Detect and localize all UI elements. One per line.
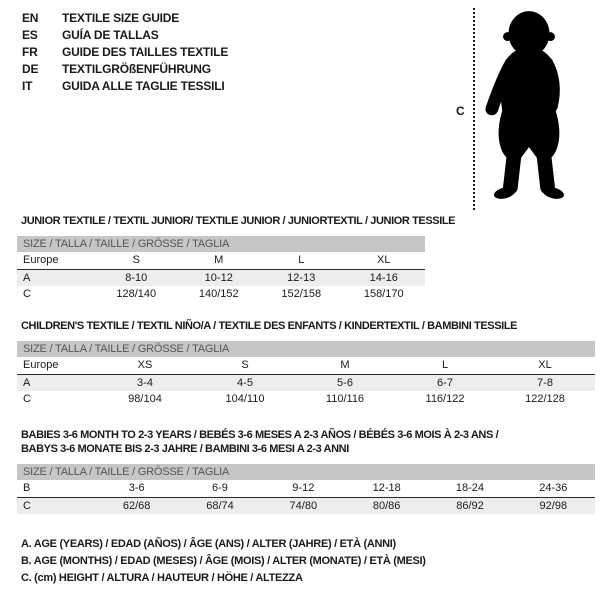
language-label: GUIDE DES TAILLES TEXTILE [62,45,229,59]
language-label: GUIDA ALLE TAGLIE TESSILI [62,79,225,93]
legend-line: B. AGE (MONTHS) / EDAD (MESES) / ÂGE (MOIS) / ALTER (MONATE) / ETÀ (MESI) [21,555,426,567]
height-measure-dotted-line [473,8,475,210]
size-value: 116/122 [425,393,465,405]
table-row [17,480,595,498]
size-value: 14-16 [369,272,398,284]
row-label: C [23,393,31,405]
size-value: 86/92 [456,500,484,512]
size-value: 24-36 [539,482,568,494]
size-value: 158/170 [363,288,404,300]
size-table-section [17,214,456,302]
size-header-bar: SIZE / TALLA / TAILLE / GRÖSSE / TAGLIA [17,341,595,357]
size-value: 80/86 [372,500,401,512]
table-title-line: BABYS 3-6 MONATE BIS 2-3 JAHRE / BAMBINI 3-6 MESI A 2-3 ANNI [21,443,349,455]
table-title-line: CHILDREN'S TEXTILE / TEXTIL NIÑO/A / TEXTILE DES ENFANTS / KINDERTEXTIL / BAMBINI TESSILE [21,320,518,332]
language-label: GUÍA DE TALLAS [62,28,159,42]
measurement-legend [21,536,426,587]
size-value: 9-12 [292,482,315,494]
size-value: 104/110 [225,393,265,405]
size-value: 12-18 [372,482,401,494]
size-value: 110/116 [325,393,365,405]
language-row [22,44,228,61]
size-value: 74/80 [289,500,318,512]
size-value: 10-12 [204,272,233,284]
row-label: Europe [23,254,59,266]
table-row [17,375,595,391]
table-title-line: JUNIOR TEXTILE / TEXTIL JUNIOR/ TEXTILE JUNIOR / JUNIORTEXTIL / JUNIOR TESSILE [21,215,456,227]
height-measure-label: C [456,104,465,118]
language-code: EN [22,11,39,25]
baby-silhouette-icon [484,6,572,206]
size-value: 5-6 [337,377,353,389]
size-value: 92/98 [539,500,568,512]
table-row [17,498,595,514]
size-value: 6-7 [437,377,453,389]
size-header-bar: SIZE / TALLA / TAILLE / GRÖSSE / TAGLIA [17,464,595,480]
size-value: 62/68 [122,500,151,512]
size-value: XL [377,254,391,266]
table-row [17,286,425,302]
size-value: M [214,254,224,266]
size-value: 122/128 [525,393,565,405]
language-code: IT [22,79,33,93]
size-value: 68/74 [206,500,234,512]
row-label: A [23,377,31,389]
language-code: DE [22,62,39,76]
row-label: C [23,288,31,300]
table-title-line: BABIES 3-6 MONTH TO 2-3 YEARS / BEBÉS 3-6 MESES A 2-3 AÑOS / BÉBÉS 3-6 MOIS À 2-3 ANS / [21,429,499,441]
table-title [21,319,595,333]
size-value: 3-6 [128,482,145,494]
legend-line: A. AGE (YEARS) / EDAD (AÑOS) / ÂGE (ANS) / ALTER (JAHRE) / ETÀ (ANNI) [21,538,396,550]
language-row [22,78,228,95]
language-code: ES [22,28,38,42]
size-value: 4-5 [237,377,253,389]
size-value: L [441,359,449,371]
language-label: TEXTILGRÖßENFÜHRUNG [62,62,211,76]
size-value: 152/158 [281,288,322,300]
size-table-section [17,428,595,514]
size-value: S [241,359,249,371]
table-row [17,357,595,375]
size-value: 3-4 [137,377,153,389]
size-value: 12-13 [287,272,316,284]
size-value: M [340,359,350,371]
size-header-bar: SIZE / TALLA / TAILLE / GRÖSSE / TAGLIA [17,236,425,252]
language-row [22,27,228,44]
language-code: FR [22,45,38,59]
table-title [21,428,595,456]
size-value: 128/140 [116,288,157,300]
size-value: 8-10 [125,272,148,284]
row-label: Europe [23,359,59,371]
language-label: TEXTILE SIZE GUIDE [62,11,180,25]
table-row [17,270,425,286]
row-label: C [23,500,31,512]
size-table-section [17,319,595,407]
row-label: B [23,482,31,494]
size-value: 6-9 [212,482,228,494]
legend-line: C. (cm) HEIGHT / ALTURA / HAUTEUR / HÖHE / ALTEZZA [21,572,303,584]
row-label: A [23,272,31,284]
table-row [17,252,425,270]
size-value: 18-24 [455,482,485,494]
size-value: 140/152 [198,288,239,300]
size-value: L [298,254,305,266]
table-title [21,214,456,228]
language-list [22,10,228,95]
size-value: XL [538,359,552,371]
language-row [22,61,228,78]
size-value: 7-8 [537,377,553,389]
size-value: 98/104 [128,393,162,405]
size-value: XS [137,359,153,371]
table-row [17,391,595,407]
language-row [22,10,228,27]
size-value: S [132,254,140,266]
